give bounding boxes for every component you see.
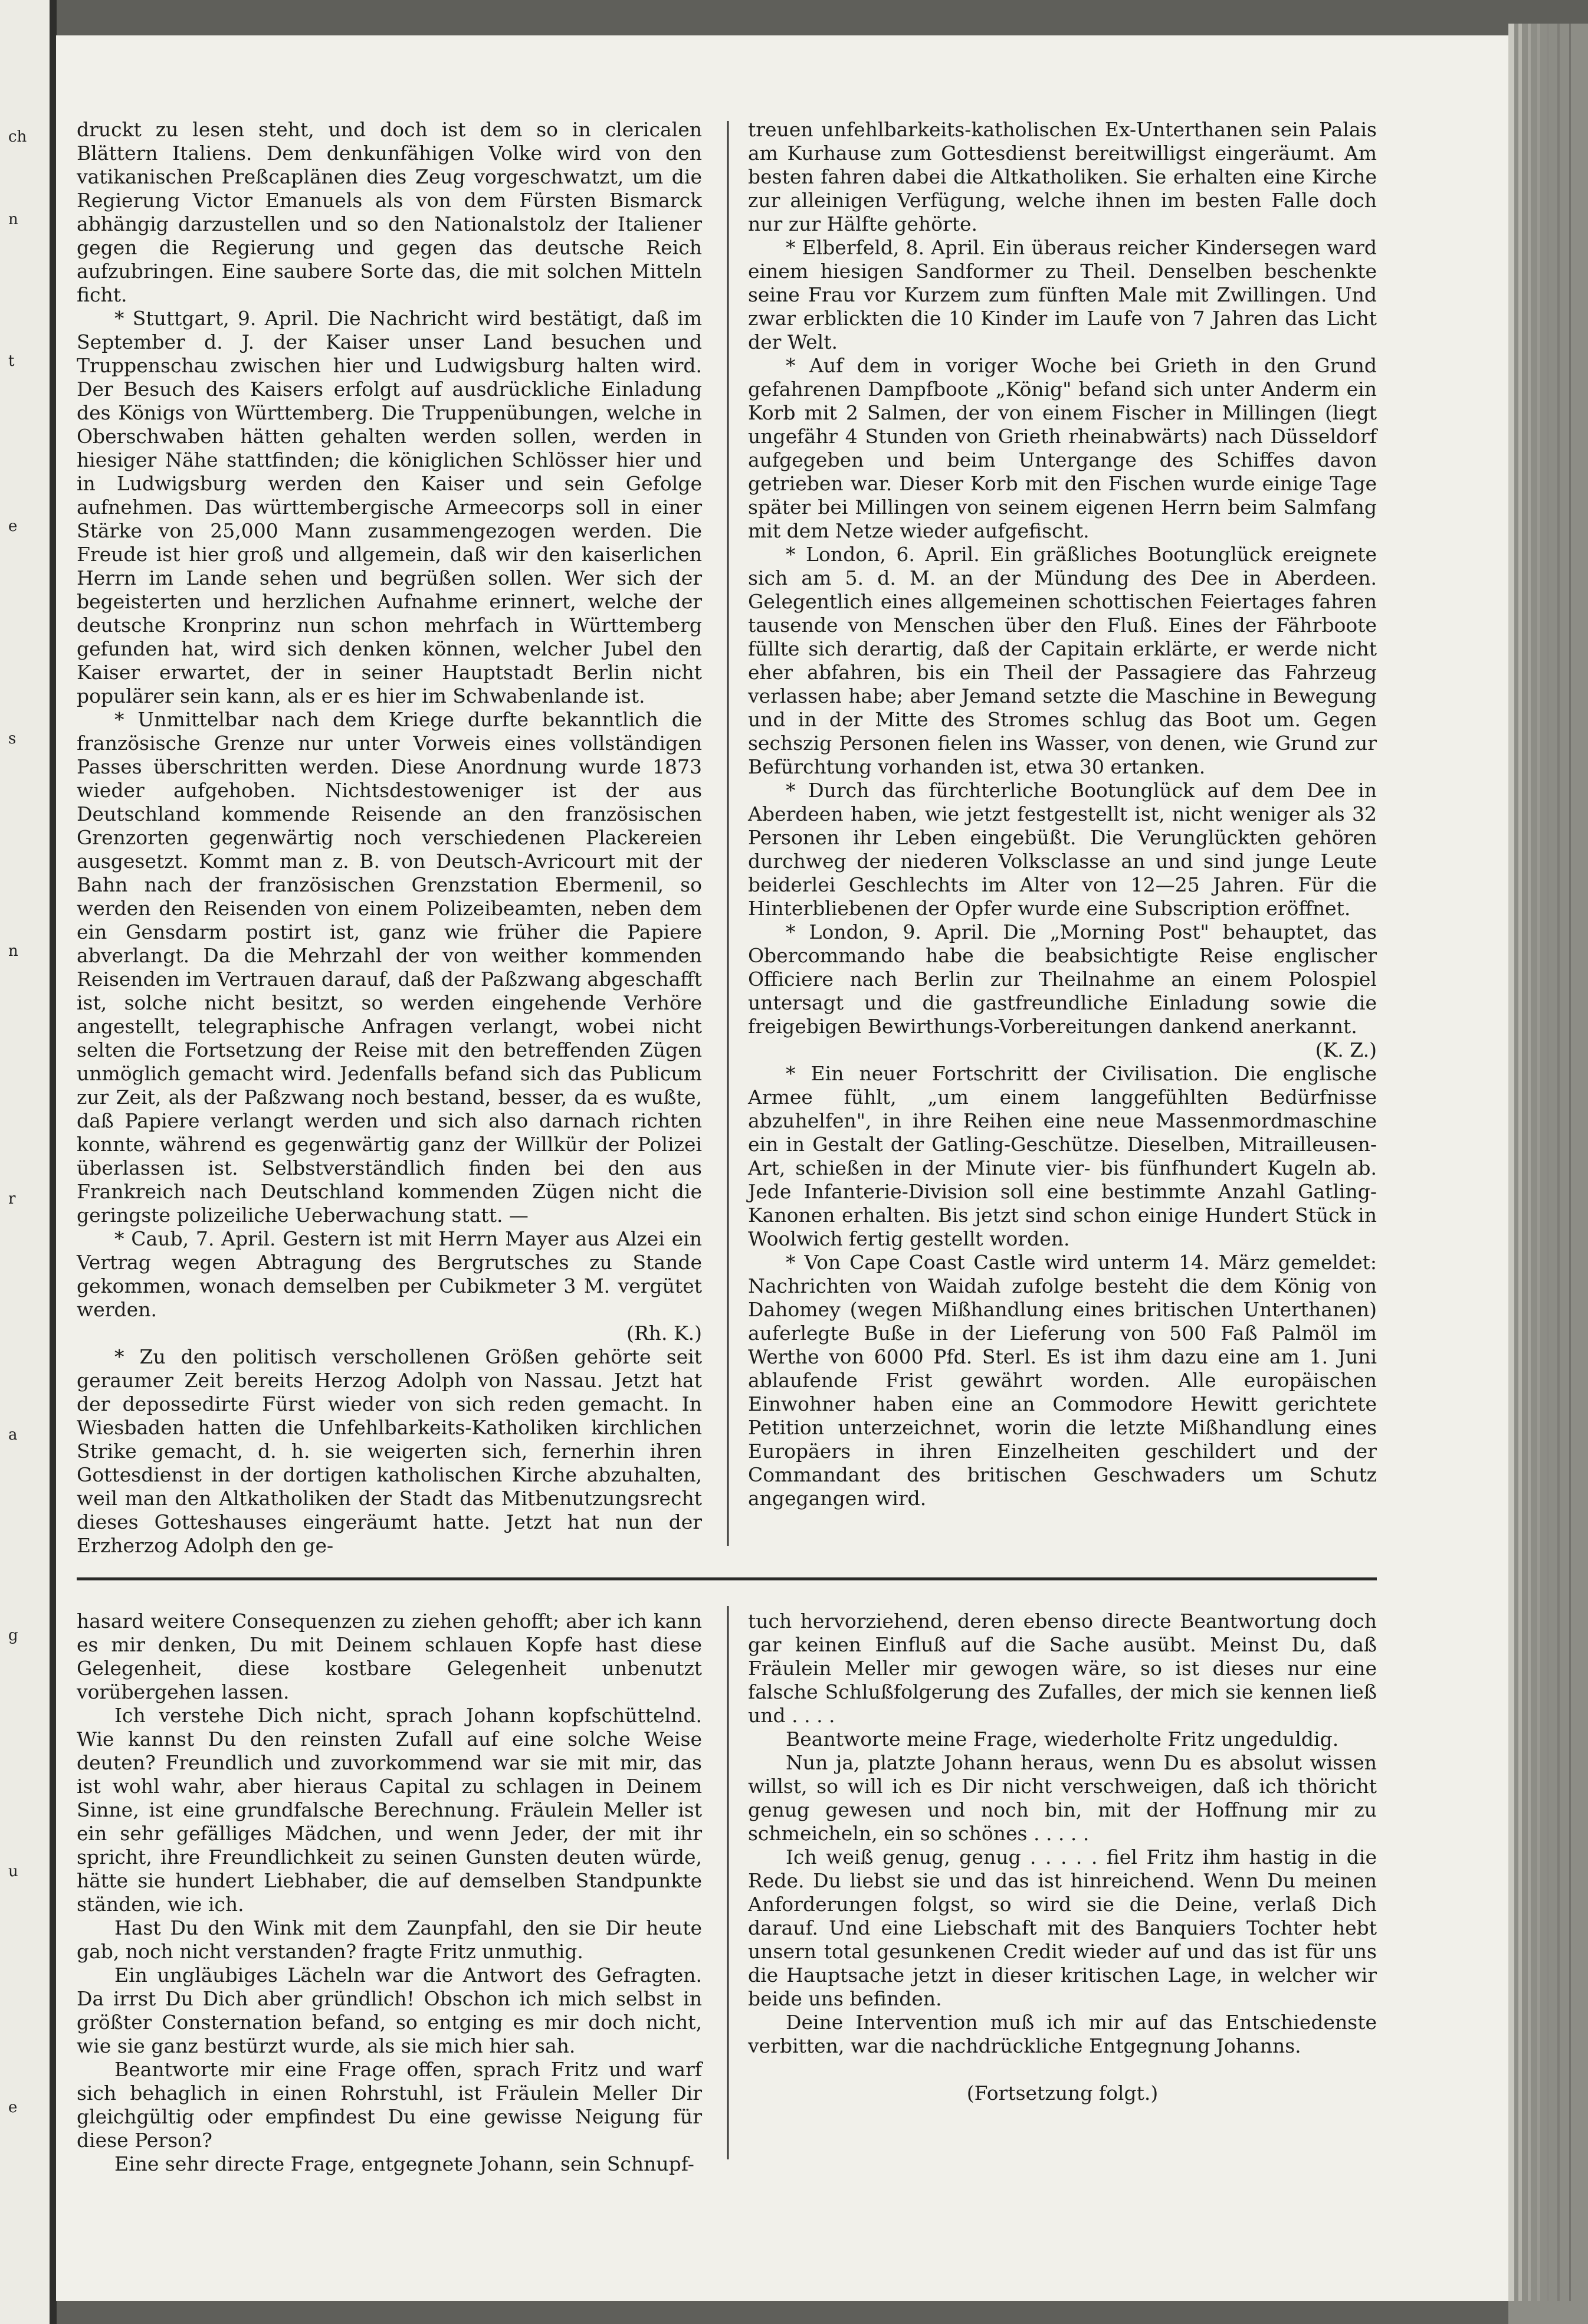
article-border-passports: * Unmittelbar nach dem Kriege durfte bekanntlich die französische Grenze nur unter Vorweis eines vollständigen Passes überschritten werden. Diese Anordnung wurde 1873 wieder aufgehoben. Nichtsdestoweniger ist der aus Deutschland kommende Reisende an den französischen Grenzorten gegenwärtig noch verschiedenen Plackereien ausgesetzt. Kommt man z. B. von Deutsch-Avricourt mit der Bahn nach der französischen Grenzstation Ebermenil, so werden den Reisenden von einem Polizeibeamten, neben dem ein Gensdarm postirt ist, ganz wie früher die Papiere abverlangt. Da die Mehrzahl der von weither kommenden Reisenden im Vertrauen darauf, daß der Paßzwang abgeschafft ist, solche nicht besitzt, so werden eingehende Verhöre angestellt, telegraphische Anfragen verlangt, wobei nicht selten die Fortsetzung der Reise mit den betreffenden Zügen unmöglich gemacht wird. Jedenfalls befand sich das Publicum zur Zeit, als der Paßzwang noch bestand, besser, da es wußte, daß Papiere verlangt werden und sich also darnach richten konnte, während es gegenwärtig ganz der Willkür der Polizei überlassen ist. Selbstverständlich finden bei den aus Frankreich nach Deutschland kommenden Zügen nicht die geringste polizeiliche Ueberwachung statt. — [77,708,702,1227]
feuilleton-paragraph: Hast Du den Wink mit dem Zaunpfahl, den sie Dir heute gab, noch nicht verstanden? fragte Fritz unmuthig. [77,1916,702,1963]
feuilleton-paragraph: Ein ungläubiges Lächeln war die Antwort des Gefragten. Da irrst Du Dich aber gründlich! Obschon ich mich selbst in größter Consternation befand, so entging es mir doch nicht, wie sie ganz bestürzt wurde, als sie mich hier sah. [77,1964,702,2057]
feuilleton-paragraph: Beantworte mir eine Frage offen, sprach Fritz und warf sich behaglich in einen Rohrstuhl, ist Fräulein Meller Dir gleichgültig oder empfindest Du eine gewisse Neigung für diese Person? [77,2058,702,2152]
to-be-continued-note: (Fortsetzung folgt.) [966,2082,1159,2105]
article-gatling-guns: * Ein neuer Fortschritt der Civilisation. Die englische Armee fühlt, „um einem langgefühlten Bedürfnisse abzuhelfen", in ihre Reihen eine neue Massenmordmaschine ein in Gestalt der Gatling-Geschütze. Dieselben, Mitrailleusen-Art, schießen in der Minute vier- bis fünfhundert Kugeln ab. Jede Infanterie-Division soll eine bestimmte Anzahl Gatling-Kanonen erhalten. Bis jetzt sind schon einige Hundert Stück in Woolwich fertig gestellt worden. [748,1062,1377,1250]
article-grieth-steamboat: * Auf dem in voriger Woche bei Grieth in den Grund gefahrenen Dampfboote „König" befand sich unter Anderm ein Korb mit 2 Salmen, der von einem Fischer in Millingen (liegt ungefähr 4 Stunden von Grieth rheinabwärts) nach Düsseldorf aufgegeben und beim Untergange des Schiffes davon getrieben war. Dieser Korb mit den Fischen wurde einige Tage später bei Millingen von seinem eigenen Herrn beim Salmfang mit dem Netze wieder aufgefischt. [748,354,1377,542]
article-stuttgart: * Stuttgart, 9. April. Die Nachricht wird bestätigt, daß im September d. J. der Kaiser unser Land besuchen und Truppenschau zwischen hier und Ludwigsburg halten wird. Der Besuch des Kaisers erfolgt auf ausdrückliche Einladung des Königs von Württemberg. Die Truppenübungen, welche in Oberschwaben hätten gehalten werden sollen, werden in hiesiger Nähe stattfinden; die königlichen Schlösser hier und in Ludwigsburg werden den Kaiser und sein Gefolge aufnehmen. Das württembergische Armeecorps soll in einer Stärke von 25,000 Mann zusammengezogen werden. Die Freude ist hier groß und allgemein, daß wir den kaiserlichen Herrn im Lande sehen und begrüßen sollen. Wer sich der begeisterten und herzlichen Aufnahme erinnert, welche der deutsche Kronprinz nun schon mehrfach in Württemberg gefunden hat, wird sich denken können, welcher Jubel den Kaiser erwartet, der in seiner Hauptstadt Berlin nicht populärer sein kann, als er es hier im Schwabenlande ist. [77,307,702,707]
article-rome-continued: druckt zu lesen steht, und doch ist dem so in clericalen Blättern Italiens. Dem denkunfähigen Volke wird von den vatikanischen Preßcaplänen dies Zeug vorgeschwatzt, um die Regierung Victor Emanuels als von dem Fürsten Bismarck abhängig darzustellen und so den Nationalstolz der Italiener gegen die Regierung und gegen das deutsche Reich aufzubringen. Eine saubere Sorte das, die mit solchen Mitteln ficht. [77,118,702,306]
article-london-morning-post: * London, 9. April. Die „Morning Post" behauptet, das Obercommando habe die beabsichtigte Reise englischer Officiere nach Berlin zur Theilnahme an einem Polospiel untersagt und die gastfreundliche Einladung sowie die freigebigen Bewirthungs-Vorbereitungen dankend anerkannt. [748,920,1377,1038]
svg-text:a: a [8,1426,18,1444]
article-london-boat-accident: * London, 6. April. Ein gräßliches Bootunglück ereignete sich am 5. d. M. an der Mündung des Dee in Aberdeen. Gelegentlich eines allgemeinen schottischen Feiertages fahren tausende von Menschen über den Fluß. Eines der Fährboote füllte sich derartig, daß der Capitain erklärte, er werde nicht eher abfahren, bis ein Theil der Passagiere das Fahrzeug verlassen habe; aber Jemand setzte die Maschine in Bewegung und in der Mitte des Stromes schlug das Boot um. Gegen sechszig Personen fielen ins Wasser, von denen, wie Grund zur Befürchtung vorhanden ist, etwa 30 ertanken. [748,543,1377,778]
feuilleton-paragraph: Ich verstehe Dich nicht, sprach Johann kopfschüttelnd. Wie kannst Du den reinsten Zufall auf eine solche Weise deuten? Freundlich und zuvorkommend war sie mit mir, das ist wohl wahr, aber hieraus Capital zu schlagen in Deinem Sinne, ist eine grundfalsche Berechnung. Fräulein Meller ist ein sehr gefälliges Mädchen, und wenn Jeder, der mit ihr spricht, ihre Freundlichkeit zu seinen Gunsten deuten würde, hätte sie hundert Liebhaber, die auf demselben Standpunkte ständen, wie ich. [77,1704,702,1916]
article-duke-adolph: * Zu den politisch verschollenen Größen gehörte seit geraumer Zeit bereits Herzog Adolph von Nassau. Jetzt hat der depossedirte Fürst wieder von sich reden gemacht. In Wiesbaden hatten die Unfehlbarkeits-Katholiken kirchlichen Strike gemacht, d. h. sie weigerten sich, fernerhin ihren Gottesdienst in der dortigen katholischen Kirche abzuhalten, weil man den Altkatholiken der Stadt das Mitbenutzungsrecht dieses Gotteshauses eingeräumt hatte. Jetzt hat nun der Erzherzog Adolph den ge- [77,1345,702,1557]
column-feuilleton-right [748,1610,1377,2105]
svg-text:u: u [8,1863,18,1880]
feuilleton-paragraph: Ich weiß genug, genug . . . . . fiel Fritz ihm hastig in die Rede. Du liebst sie und das ist hinreichend. Wenn Du meinen Anforderungen folgst, so wird sie die Deine, verlaß Dich darauf. Und eine Liebschaft mit des Banquiers Tochter hebt unsern total gesunkenen Credit wieder auf und das ist für uns die Hauptsache jetzt in dieser kritischen Lage, in welcher wir beide uns befinden. [748,1846,1377,2010]
article-morning-post-source: (K. Z.) [1315,1038,1377,1061]
svg-text:n: n [8,211,18,228]
binding-edge [0,0,54,2324]
svg-text:ch: ch [8,128,27,146]
article-cape-coast-castle: * Von Cape Coast Castle wird unterm 14. März gemeldet: Nachrichten von Waidah zufolge besteht die dem König von Dahomey (wegen Mißhandlung eines britischen Unterthanen) auferlegte Buße in der Lieferung von 500 Faß Palmöl im Werthe von 6000 Pfd. Sterl. Es ist ihm dazu eine am 1. Juni ablaufende Frist gewährt worden. Alle europäischen Einwohner haben eine an Commodore Hewitt gerichtete Petition unterzeichnet, worin die letzte Mißhandlung eines Europäers in ihren Einzelheiten geschildert und der Commandant des britischen Geschwaders um Schutz angegangen wird. [748,1251,1377,1510]
svg-text:r: r [8,1190,16,1208]
article-caub-source: (Rh. K.) [626,1322,702,1345]
svg-text:e: e [8,517,18,535]
svg-text:e: e [8,2099,18,2116]
feuilleton-paragraph: Deine Intervention muß ich mir auf das Entschiedenste verbitten, war die nachdrückliche Entgegnung Johanns. [748,2011,1377,2057]
feuilleton-paragraph: tuch hervorziehend, deren ebenso directe Beantwortung doch gar keinen Einfluß auf die Sache ausübt. Meinst Du, daß Fräulein Meller mir gewogen wäre, so ist dieses nur eine falsche Schlußfolgerung des Zufalles, der mich sie kennen ließ und . . . . [748,1610,1377,1727]
svg-text:g: g [8,1627,18,1644]
article-elberfeld: * Elberfeld, 8. April. Ein überaus reicher Kindersegen ward einem hiesigen Sandformer zu Theil. Denselben beschenkte seine Frau vor Kurzem zum fünften Male mit Zwillingen. Und zwar erblickten die 10 Kinder im Laufe von 7 Jahren das Licht der Welt. [748,236,1377,353]
column-top-right [748,118,1377,1510]
article-aberdeen-victims: * Durch das fürchterliche Bootunglück auf dem Dee in Aberdeen haben, wie jetzt festgestellt ist, nicht weniger als 32 Personen ihr Leben eingebüßt. Die Verunglückten gehören durchweg der niederen Volksclasse an und sind junge Leute beiderlei Geschlechts im Alter von 12—25 Jahren. Für die Hinterbliebenen der Opfer wurde eine Subscription eröffnet. [748,779,1377,920]
column-feuilleton-left [77,1610,702,2176]
svg-text:t: t [8,352,15,370]
column-top-left [77,118,702,1558]
feuilleton-paragraph: Eine sehr directe Frage, entgegnete Johann, sein Schnupf- [114,2152,694,2175]
feuilleton-paragraph: Beantworte meine Frage, wiederholte Fritz ungeduldig. [786,1728,1339,1751]
svg-text:n: n [8,942,18,960]
svg-text:s: s [8,730,17,748]
article-caub: * Caub, 7. April. Gestern ist mit Herrn Mayer aus Alzei ein Vertrag wegen Abtragung des Bergrutsches zu Stande gekommen, wonach demselben per Cubikmeter 3 M. vergütet werden. [77,1227,702,1321]
article-duke-adolph-continued: treuen unfehlbarkeits-katholischen Ex-Unterthanen sein Palais am Kurhause zum Gottesdienst bereitwilligst eingeräumt. Am besten fahren dabei die Altkatholiken. Sie erhalten eine Kirche zur alleinigen Verfügung, welche ihnen im besten Falle doch nur zur Hälfte gehörte. [748,118,1377,235]
feuilleton-paragraph: Nun ja, platzte Johann heraus, wenn Du es absolut wissen willst, so will ich es Dir nicht verschweigen, daß ich thöricht genug gewesen und noch bin, mit der Hoffnung mir zu schmeicheln, ein so schönes . . . . . [748,1751,1377,1845]
feuilleton-paragraph: hasard weitere Consequenzen zu ziehen gehofft; aber ich kann es mir denken, Du mit Deinem schlauen Kopfe hast diese Gelegenheit, diese kostbare Gelegenheit unbenutzt vorübergehen lassen. [77,1610,702,1703]
